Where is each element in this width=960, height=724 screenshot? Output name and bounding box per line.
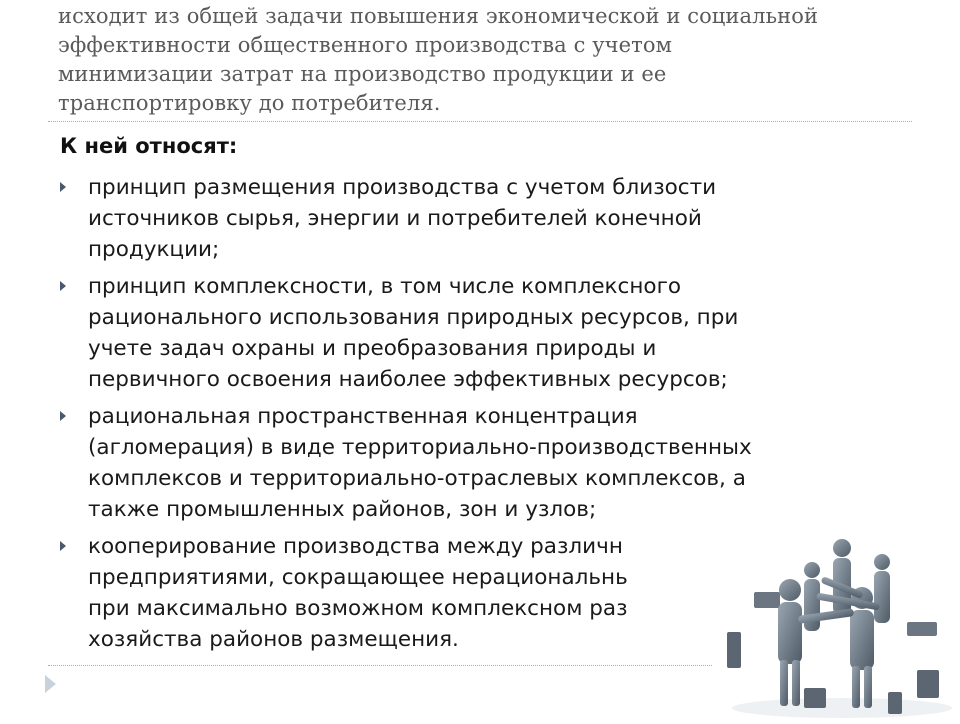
next-slide-arrow-icon[interactable] bbox=[45, 675, 56, 693]
bullet-line: продукции; bbox=[88, 237, 220, 262]
bullet-line: рационального использования природных ресурсов, при bbox=[88, 305, 739, 330]
bullet-line: первичного освоения наиболее эффективных ресурсов; bbox=[88, 367, 728, 392]
bullet-line: также промышленных районов, зон и узлов; bbox=[88, 497, 597, 522]
teamwork-people-illustration bbox=[712, 520, 960, 720]
title-line: эффективности общественного производства с учетом bbox=[58, 33, 673, 57]
bullet-line: предприятиями, сокращающее нерациональнь bbox=[88, 565, 628, 590]
section-lead: К ней относят: bbox=[60, 134, 238, 158]
bullet-text bbox=[88, 271, 880, 395]
title-divider bbox=[48, 121, 912, 122]
bullet-line: рациональная пространственная концентрация bbox=[88, 404, 638, 429]
bullet-item bbox=[60, 172, 880, 265]
title-line: исходит из общей задачи повышения экономической и социальной bbox=[58, 4, 819, 28]
bullet-item bbox=[60, 401, 880, 525]
triangle-bullet-icon bbox=[60, 281, 66, 291]
title-line: минимизации затрат на производство продукции и ее bbox=[58, 62, 667, 86]
bullet-text bbox=[88, 172, 880, 265]
bullet-text bbox=[88, 401, 880, 525]
bullet-line: источников сырья, энергии и потребителей конечной bbox=[88, 206, 702, 231]
bullet-item bbox=[60, 271, 880, 395]
triangle-bullet-icon bbox=[60, 411, 66, 421]
bullet-line: комплексов и территориально-отраслевых комплексов, а bbox=[88, 466, 746, 491]
bullet-line: учете задач охраны и преобразования природы и bbox=[88, 336, 657, 361]
bullet-line: кооперирование производства между различн bbox=[88, 534, 623, 559]
bullet-line: хозяйства районов размещения. bbox=[88, 627, 459, 652]
triangle-bullet-icon bbox=[60, 182, 66, 192]
slide-title bbox=[58, 4, 918, 118]
title-line: транспортировку до потребителя. bbox=[58, 91, 441, 115]
bullet-line: принцип размещения производства с учетом близости bbox=[88, 175, 717, 200]
bullet-line: (агломерация) в виде территориально-производственных bbox=[88, 435, 752, 460]
triangle-bullet-icon bbox=[60, 541, 66, 551]
bullet-line: при максимально возможном комплексном раз bbox=[88, 596, 628, 621]
bullet-line: принцип комплексности, в том числе комплексного bbox=[88, 274, 682, 299]
